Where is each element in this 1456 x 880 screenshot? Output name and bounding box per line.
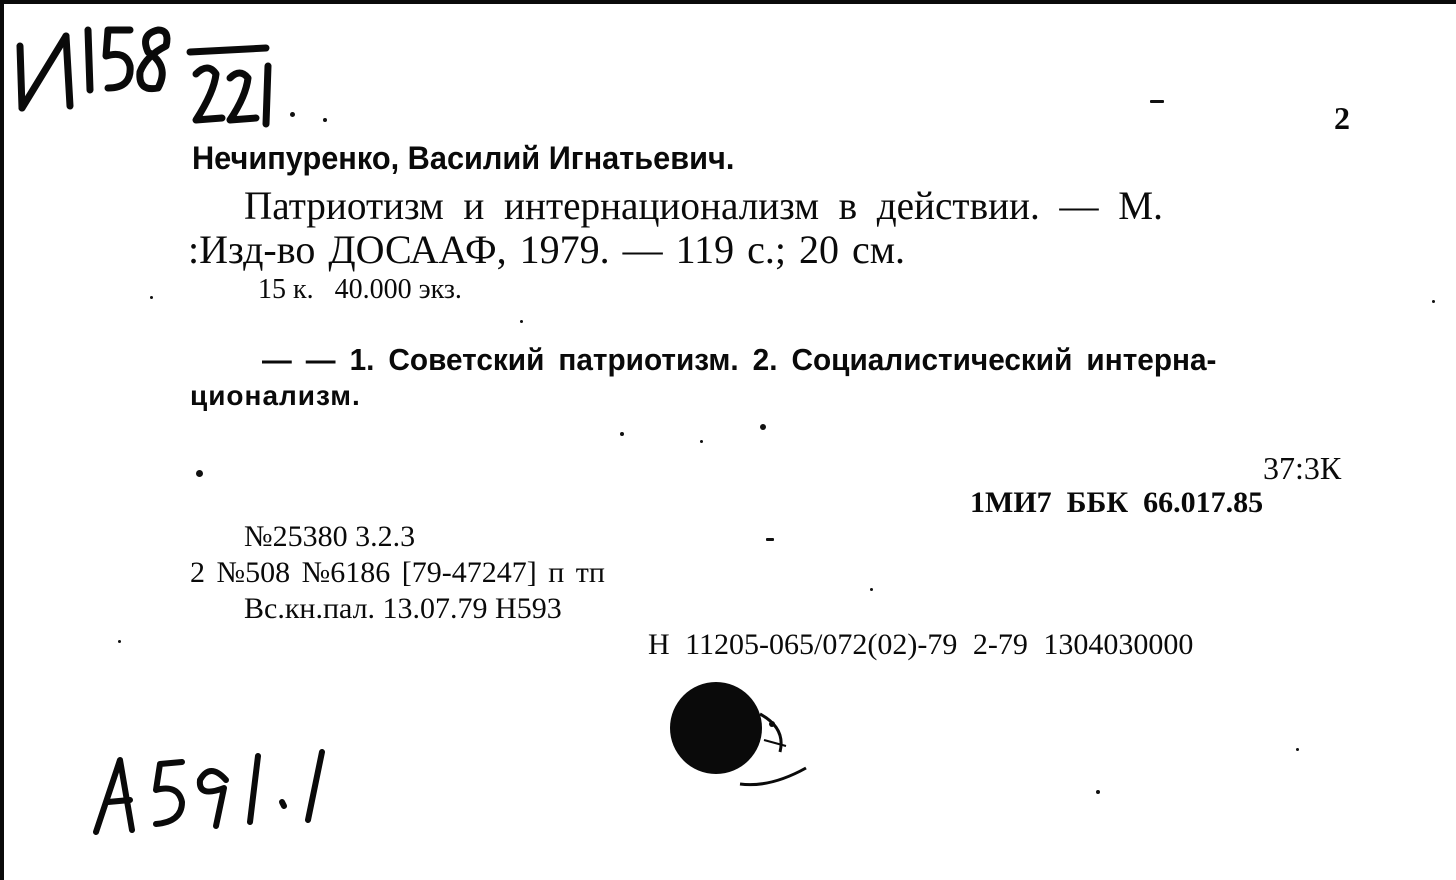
ink-speck	[1296, 748, 1299, 751]
author-heading: Нечипуренко, Василий Игнатьевич.	[192, 140, 735, 176]
ink-speck	[290, 112, 295, 117]
ink-speck	[150, 296, 153, 299]
handwritten-inventory-number	[86, 740, 346, 840]
udc-index: 37:3К	[1263, 450, 1342, 486]
ink-speck	[323, 118, 327, 122]
handwritten-call-number	[8, 8, 298, 138]
subject-headings-line-1: — — 1. Советский патриотизм. 2. Социалистический интерна-	[262, 342, 1217, 377]
ink-speck	[620, 432, 624, 436]
ink-speck	[196, 470, 203, 477]
title-line-1: Патриотизм и интернационализм в действии. — М.	[244, 183, 1163, 228]
card-top-border	[0, 0, 1456, 4]
ink-speck	[520, 320, 523, 323]
ink-speck	[700, 440, 703, 443]
ink-speck	[760, 424, 766, 430]
record-code-line-2: 2 №508 №6186 [79-47247] п тп	[190, 556, 605, 589]
punch-hole	[660, 676, 820, 796]
record-code-line-3: Вс.кн.пал. 13.07.79 Н593	[244, 592, 562, 625]
ink-speck	[766, 538, 774, 541]
bbk-classification: 1МИ7 ББК 66.017.85	[970, 486, 1264, 519]
ink-speck	[118, 640, 121, 643]
ink-speck	[1432, 300, 1435, 303]
ink-speck	[1096, 790, 1100, 794]
title-line-2: :Изд-во ДОСААФ, 1979. — 119 с.; 20 см.	[188, 227, 906, 272]
record-code-line-1: №25380 3.2.3	[244, 520, 416, 553]
price-and-print-run: 15 к. 40.000 экз.	[258, 274, 462, 305]
card-number: 2	[1334, 100, 1350, 136]
ink-speck	[1150, 100, 1164, 103]
record-code-line-4: Н 11205-065/072(02)-79 2-79 1304030000	[648, 628, 1194, 661]
card-left-border	[0, 0, 4, 880]
ink-speck	[870, 588, 873, 591]
subject-headings-line-2: ционализм.	[190, 380, 361, 411]
